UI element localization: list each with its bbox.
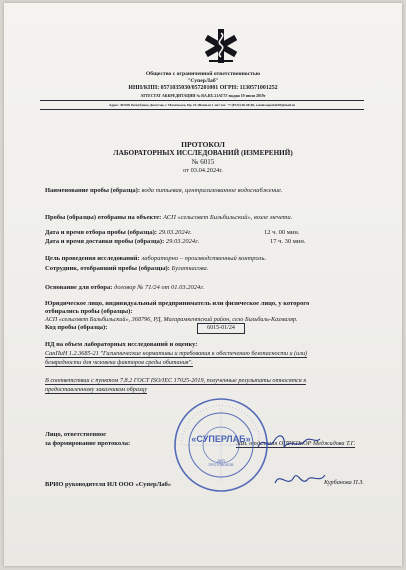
sample-name-label: Наименование пробы (образца): bbox=[45, 187, 140, 194]
director-name: Курбанова П.З. bbox=[324, 479, 364, 486]
stamp-small-text: ДЛЯ ПРОТОКОЛОВ bbox=[208, 459, 234, 467]
responsible-label-1: Лицо, ответственное bbox=[45, 431, 106, 438]
lab-logo-icon bbox=[203, 27, 239, 67]
code-row bbox=[45, 324, 107, 331]
sampling-time: 12 ч. 00 мин. bbox=[264, 229, 300, 236]
sampling-dt-label: Дата и время отбора пробы (образца): bbox=[45, 229, 157, 236]
sample-code-value: 6015-01/24 bbox=[197, 323, 245, 334]
employee-label: Сотрудник, отобравший пробы (образцы): bbox=[45, 265, 170, 272]
note-line-2: предоставленному заказчиком образцу bbox=[45, 386, 148, 393]
client-label-1: Юридическое лицо, индивидуальный предприниматель или физическое лицо, у которого bbox=[45, 300, 310, 307]
responsible-name: Зам. отделения ОПРКПиОР Меджидова Т.Г. bbox=[236, 440, 356, 447]
basis-row bbox=[45, 284, 204, 291]
responsible-label-2: за формирование протокола: bbox=[45, 440, 131, 447]
code-label: Код пробы (образца): bbox=[45, 324, 108, 331]
address-line: Адрес: 367026 Республика Дагестан, г. Махачкала, Пр. И. Шамиля 1 лит тех. +7 (8722) 06-08-08, e.mail.superlab05@mail.ru bbox=[108, 103, 296, 107]
sampled-at-row bbox=[45, 214, 292, 221]
inn-ogrn-line: ИНН/КПП: 0571035030/057201001 ОГРН: 1130571001252 bbox=[128, 85, 278, 91]
sample-name-row bbox=[45, 187, 283, 194]
accreditation-line: АТТЕСТАТ АККРЕДИТАЦИИ № RA.RU.21АГ57 выдан 19 июля 2019г bbox=[140, 94, 266, 98]
client-label-2: отбирались пробы (образцы): bbox=[45, 308, 133, 315]
client-value: АСП «сельсовет Бильбильский», 368796, РД, Магарамкентский район, село Бильбиль-Казмаляр. bbox=[45, 316, 298, 323]
norm-line-2: безвредности для человека факторов среды обитания". bbox=[45, 359, 193, 366]
norm-line-1: СанПиН 1.2.3685-21 "Гигиенические нормативы и требования к обеспечению безопасности и (или) bbox=[45, 350, 308, 357]
doc-date: от 03.04.2024г. bbox=[183, 167, 223, 174]
doc-subtitle: ЛАБОРАТОРНЫХ ИССЛЕДОВАНИЙ (ИЗМЕРЕНИЙ) bbox=[113, 149, 293, 157]
director-label: ВРИО руководителя ИЛ ООО «СуперЛаб» bbox=[45, 481, 172, 488]
basis-value: договор № 71/24 от 01.03.2024г. bbox=[114, 284, 205, 291]
doc-title: ПРОТОКОЛ bbox=[181, 140, 225, 149]
stamp-center-text: «СУПЕРЛАБ» bbox=[191, 434, 251, 444]
doc-number: № 6015 bbox=[191, 158, 215, 166]
document-page bbox=[4, 3, 402, 566]
delivery-time: 17 ч. 30 мин. bbox=[270, 238, 306, 245]
sampling-dt-row bbox=[45, 229, 192, 236]
norm-label: НД на объем лабораторных исследований и оценку: bbox=[45, 341, 198, 348]
round-stamp-icon bbox=[172, 396, 270, 494]
sampling-dt-value: 29.03.2024г. bbox=[158, 229, 192, 236]
sampled-at-value: АСП «сельсовет Бильбильский», возле мечети. bbox=[162, 214, 293, 221]
purpose-row bbox=[45, 255, 266, 262]
employee-value: Бугаткасова. bbox=[171, 265, 209, 272]
org-name: "СуперЛаб" bbox=[187, 78, 219, 84]
header-rule bbox=[40, 100, 364, 101]
delivery-dt-row bbox=[45, 238, 199, 245]
delivery-dt-value: 29.03.2024г. bbox=[165, 238, 200, 245]
basis-label: Основание для отбора: bbox=[45, 284, 113, 291]
purpose-value: лабораторно – производственный контроль. bbox=[141, 255, 267, 262]
purpose-label: Цель проведения исследований: bbox=[45, 255, 140, 262]
signature-director-icon bbox=[272, 469, 328, 491]
delivery-dt-label: Дата и время доставки пробы (образца): bbox=[45, 238, 165, 245]
org-line-1: Общество с ограниченной ответственностью bbox=[145, 71, 261, 77]
sampled-at-label: Пробы (образцы) отобраны на объекте: bbox=[45, 214, 162, 221]
sample-name-value: вода питьевая, централизованное водоснабжение. bbox=[141, 187, 283, 194]
header-rule-bottom bbox=[40, 109, 364, 110]
note-line-1: В соответствии с пунктом 7.8.2 ГОСТ ISO/IEC 17025-2019, полученные результаты относятся к bbox=[45, 377, 307, 384]
employee-row bbox=[45, 265, 208, 272]
svg-text:· · · · · · · · · · · · · · ·: · · · · · · · · · · · · · · · · · · · · · · · · · · · · · · · · · · · · bbox=[178, 402, 263, 446]
